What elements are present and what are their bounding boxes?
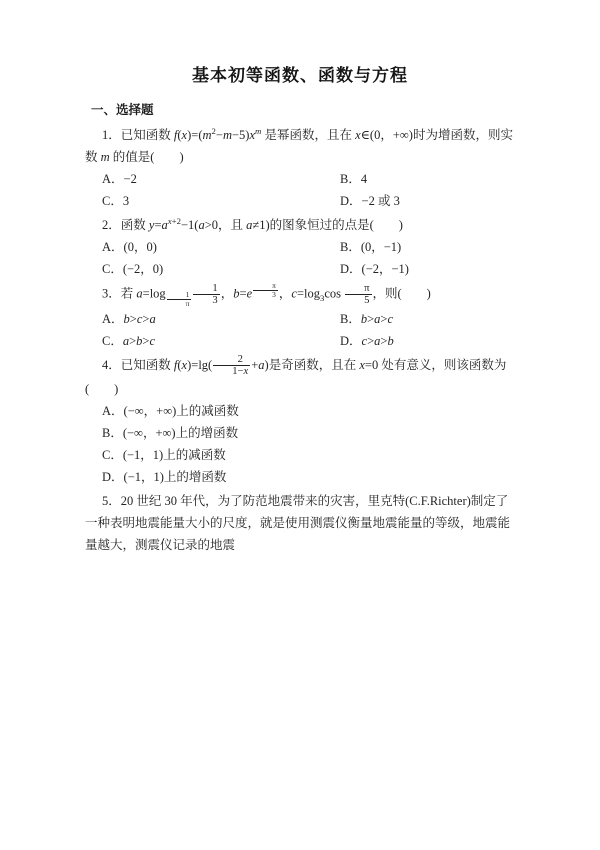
answer-option: C．(−2，0) [102,262,164,276]
option-row [85,236,515,258]
question-block [85,490,515,556]
fraction: 1 π [167,291,192,308]
question-stem: 4．已知函数 f(x)=lg( $\frac{2}{1-x}$ +a)是奇函数，且在 x=0 处有意义，则该函数为( ) [85,353,507,396]
answer-option: C．(−1，1)上的减函数 [102,447,226,462]
option-row [85,330,515,352]
fraction: π 3 [253,282,278,299]
answer-option: A．−2 [102,172,137,186]
answer-option: B．4 [340,172,368,186]
answer-option: B．(−∞，+∞)上的增函数 [102,425,239,440]
question-block [85,282,515,352]
answer-option: D．(−2，−1) [340,262,409,276]
fraction: $\frac{\pi}{5}$ [345,283,371,307]
section-heading: 一、选择题 [91,103,154,117]
question-stem: 5．20 世纪 30 年代，为了防范地震带来的灾害，里克特(C.F.Richter)制定了一种表明地震能量大小的尺度，就是使用测震仪衡量地震能量的等级，地震能量越大，测震仪记录的地震 [85,493,511,552]
answer-option: B．b>a>c [340,311,394,326]
option-row [85,168,515,190]
answer-option: C．3 [102,194,130,208]
page-title: 基本初等函数、函数与方程 [192,66,408,85]
question-list [85,124,515,556]
question-block [85,354,515,488]
fraction: $\frac{2}{1-x}$ [213,354,250,378]
answer-option: A．(0，0) [102,240,157,254]
option-row [85,258,515,280]
answer-option: A．(−∞，+∞)上的减函数 [102,403,239,418]
question-block [85,214,515,280]
question-stem: 2．函数 $y=a^{x+2}-1(a>0$，且 a≠1)的图象恒过的点是( ) [102,215,403,232]
answer-option: A．b>c>a [102,311,156,326]
question-stem: 1．已知函数 $f(x)=(m^2-m-5)x^m$ 是幂函数，且在 x∈(0，+∞)时为增函数，则实数 m 的值是( ) [85,125,513,164]
question-stem: 3．若 a=log $_{\frac{1}{\pi}}$ $\frac{1}{3}$ ，b=e $^{\frac{\pi}{3}}$ ，$c=\log_3\cos$ $\frac{\pi}{5}$ ，则( ) [102,281,431,308]
option-row [85,190,515,212]
fraction: $\frac{1}{3}$ [193,283,219,307]
answer-option: C．a>b>c [102,333,156,348]
answer-option: B．(0，−1) [340,240,402,254]
answer-option: D．−2 或 3 [340,194,400,208]
answer-option: D．c>a>b [340,333,394,348]
answer-option: D．(−1，1)上的增函数 [102,469,227,484]
question-block [85,124,515,212]
option-row [85,308,515,330]
